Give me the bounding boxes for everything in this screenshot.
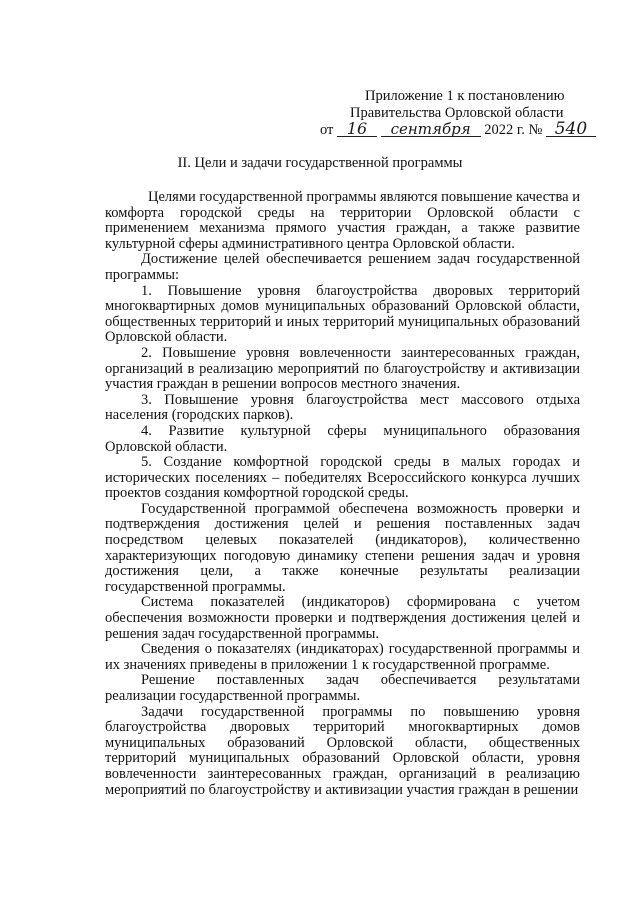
paragraph: 1. Повышение уровня благоустройства дворовых территорий многоквартирных домов муниципальных образований Орловской области, общественных территорий и иных территорий муниципальных образований Орловской области.	[105, 282, 580, 346]
paragraph: Достижение целей обеспечивается решением задач государственной программы:	[105, 251, 580, 283]
handwritten-month: сентября	[381, 122, 481, 137]
appendix-date-number-line	[320, 119, 618, 139]
body-text	[105, 190, 580, 798]
handwritten-day: 16	[337, 122, 377, 137]
section-title: II. Цели и задачи государственной программы	[177, 155, 463, 171]
from-label: от	[320, 122, 334, 138]
paragraph: Решение поставленных задач обеспечивается результатами реализации государственной программы.	[105, 672, 580, 704]
handwritten-number: 540	[546, 122, 596, 137]
appendix-line-1: Приложение 1 к постановлению	[365, 88, 565, 104]
paragraph: Государственной программой обеспечена возможность проверки и подтверждения достижения целей и решения поставленных задач посредством целевых показателей (индикаторов), количественно характеризующих погодовую динамику степени решения задач и уровня достижения цели, а также конечные результаты реализации государственной программы.	[105, 500, 580, 595]
appendix-line-2: Правительства Орловской области	[350, 105, 564, 121]
paragraph: Система показателей (индикаторов) сформирована с учетом обеспечения возможности проверки и подтверждения достижения целей и решения задач государственной программы.	[105, 594, 580, 642]
paragraph: 3. Повышение уровня благоустройства мест массового отдыха населения (городских парков).	[105, 391, 580, 424]
paragraph: Сведения о показателях (индикаторах) государственной программы и их значениях приведены в приложении 1 к государственной программе.	[105, 641, 580, 673]
number-label: №	[528, 122, 543, 138]
paragraph: 5. Создание комфортной городской среды в малых городах и исторических поселениях – победителях Всероссийского конкурса лучших проектов создания комфортной городской среды.	[105, 454, 580, 502]
appendix-header	[318, 88, 618, 139]
paragraph: 2. Повышение уровня вовлеченности заинтересованных граждан, организаций в реализацию мероприятий по благоустройству и активизации участия граждан в решении вопросов местного значения.	[105, 344, 580, 393]
paragraph: Целями государственной программы являются повышение качества и комфорта городской среды на территории Орловской области с применением механизма прямого участия граждан, а также развитие культурной сферы административного центра Орловской области.	[105, 189, 580, 252]
paragraph: Задачи государственной программы по повышению уровня благоустройства дворовых территорий многоквартирных домов муниципальных образований Орловской области, общественных территорий муниципальных образований Орловской области, уровня вовлеченности заинтересованных граждан, организаций в реализацию мероприятий по благоустройству и активизации участия граждан в решении	[105, 703, 580, 798]
paragraph: 4. Развитие культурной сферы муниципального образования Орловской области.	[105, 422, 580, 455]
year-text: 2022 г.	[484, 122, 525, 138]
